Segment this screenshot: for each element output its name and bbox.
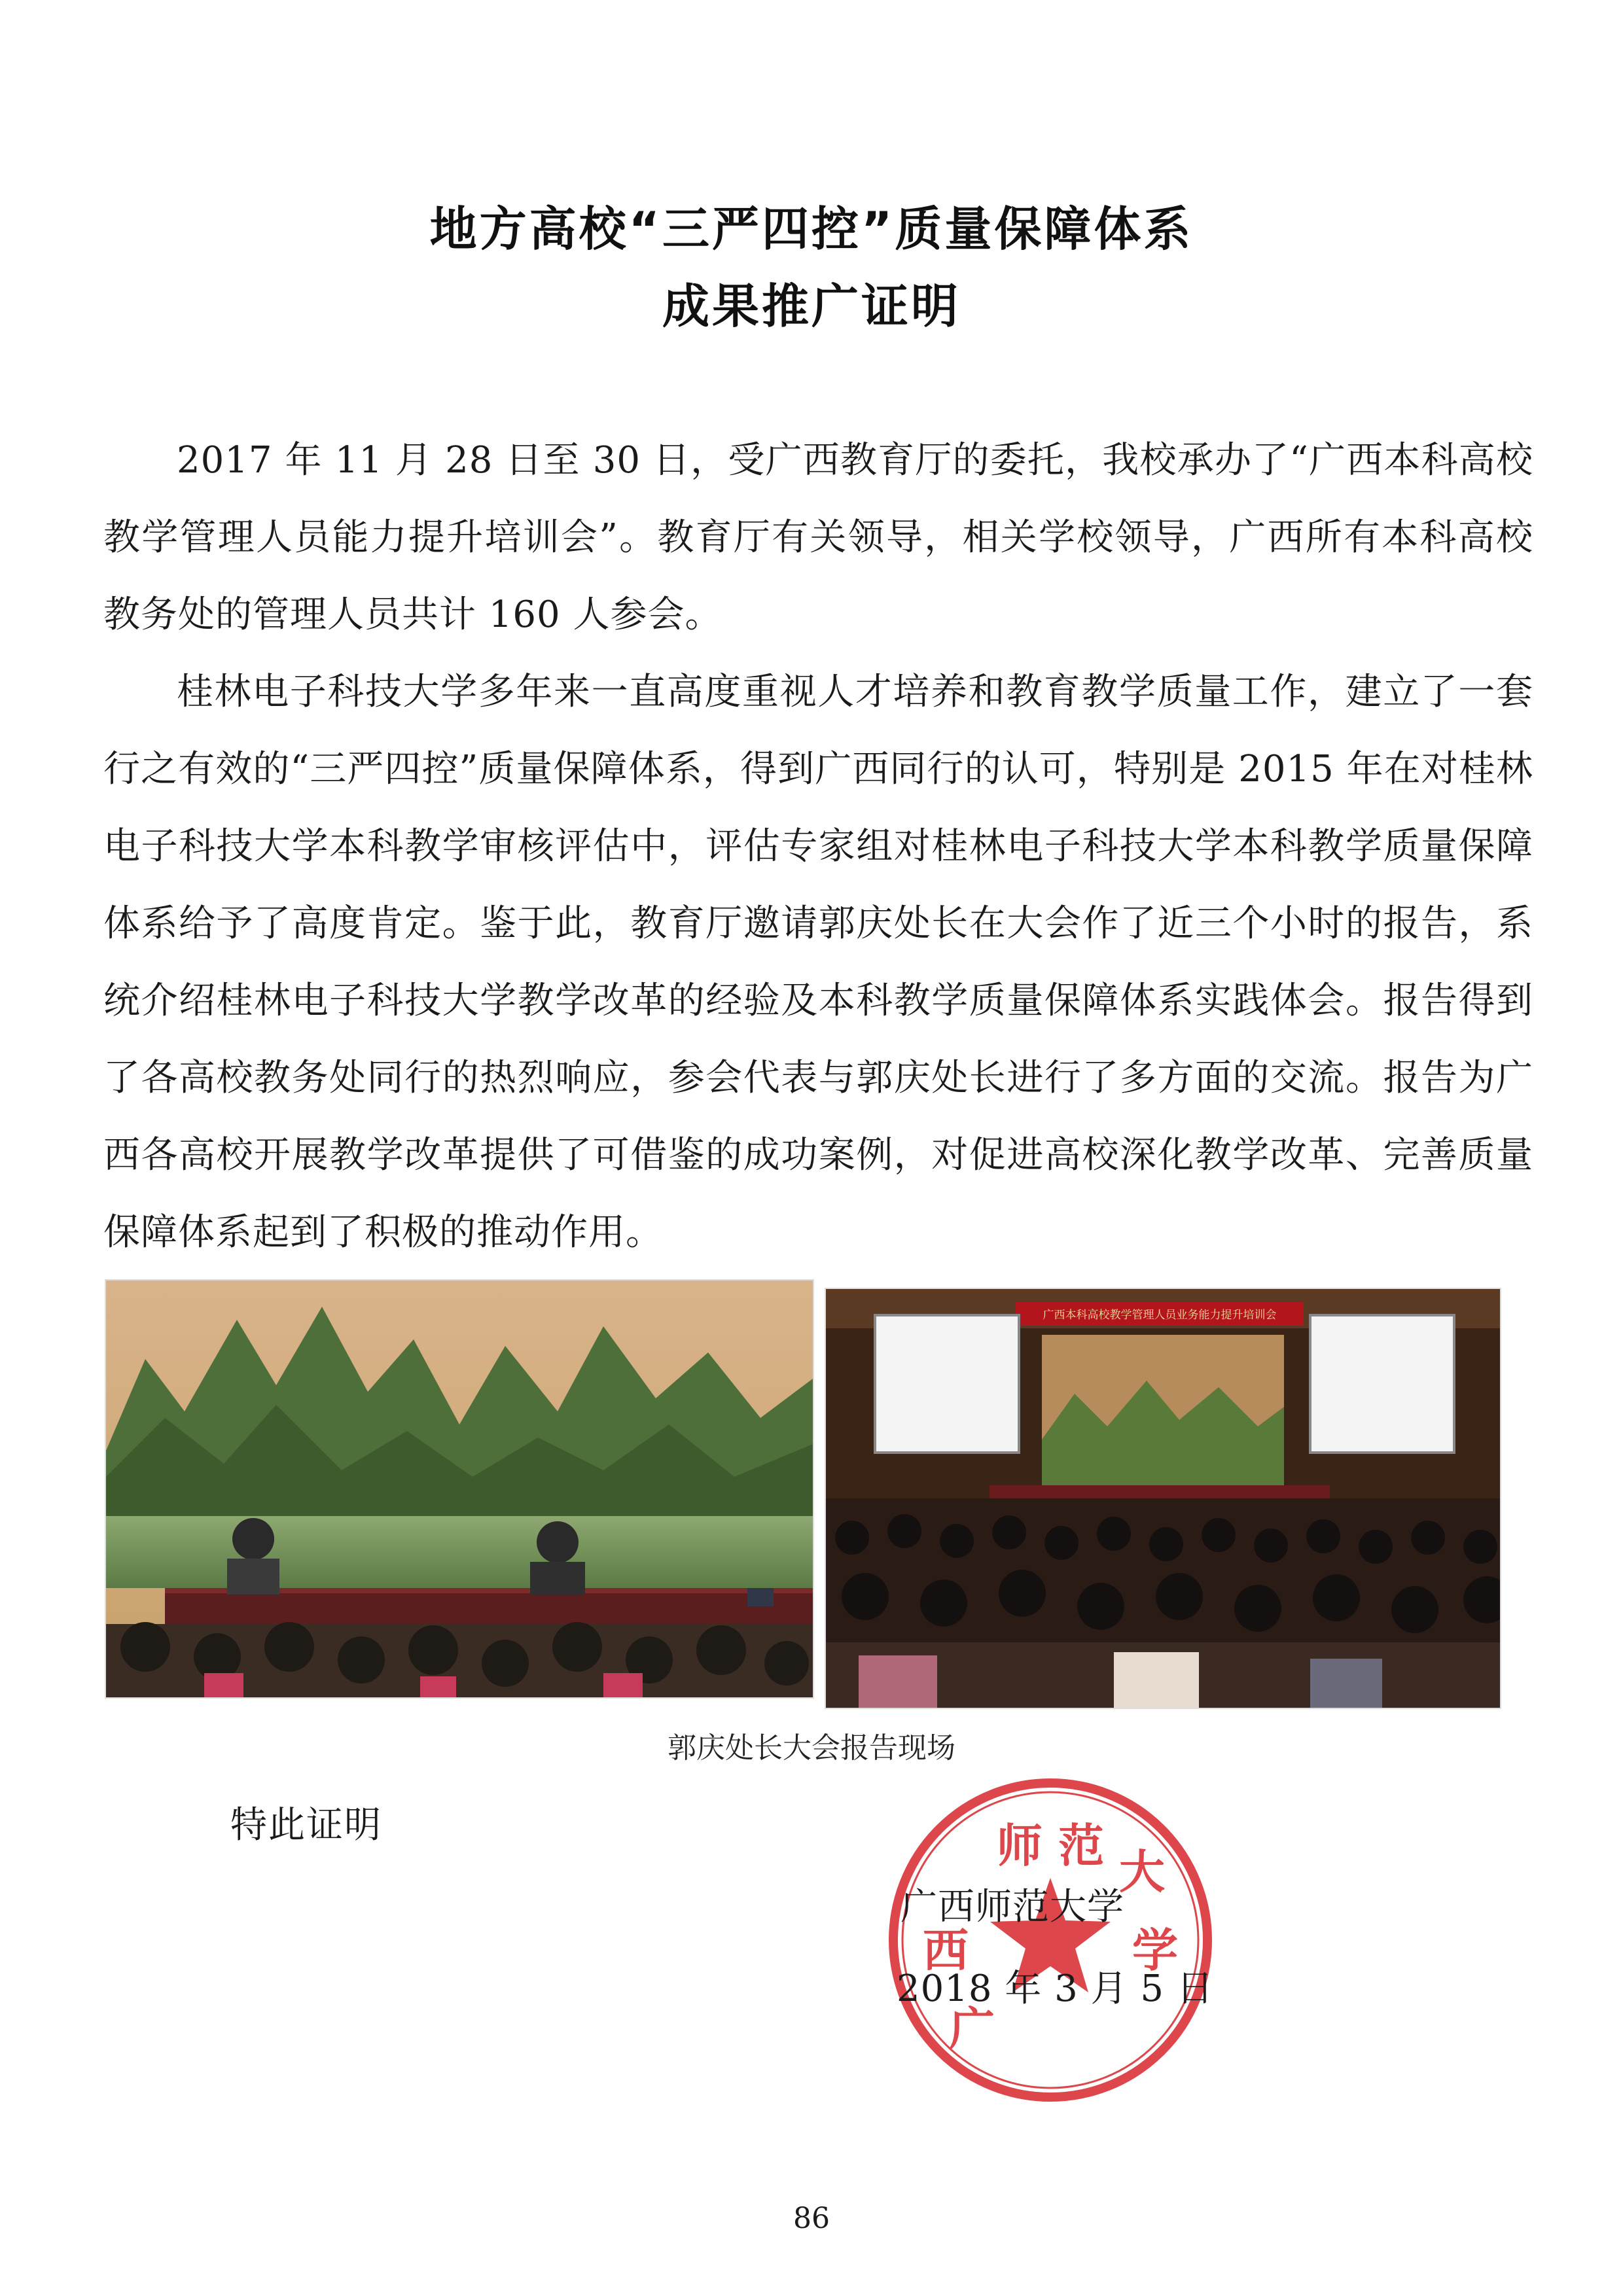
photo-caption: 郭庆处长大会报告现场	[668, 1731, 955, 1765]
signing-date: 2018 年 3 月 5 日	[897, 1968, 1214, 2010]
document-title: 地方高校“三严四控”质量保障体系	[429, 202, 1194, 256]
photo-illustration-auditorium	[826, 1289, 1500, 1708]
closing-statement: 特此证明	[230, 1804, 382, 1846]
paragraph-2: 桂林电子科技大学多年来一直高度重视人才培养和教育教学质量工作，建立了一套行之有效的“三严四控”质量保障体系，得到广西同行的认可，特别是 2015 年在对桂林电子科技大学本科教学审核评估中，评估专家组对桂林电子科技大学本科教学质量保障体系给予了高度肯定。鉴于此，教育厅邀请郭庆处长在大会作了近三个小时的报告，系统介绍桂林电子科技大学教学改革的经验及本科教学质量保障体系实践体会。报告得到了各高校教务处同行的热烈响应，参会代表与郭庆处长进行了多方面的交流。报告为广西各高校开展教学改革提供了可借鉴的成功案例，对促进高校深化教学改革、完善质量保障体系起到了积极的推动作用。	[103, 671, 1533, 1254]
conference-photo-speakers	[105, 1279, 814, 1699]
svg-text:大: 大	[1119, 1845, 1165, 1899]
svg-text:西: 西	[923, 1924, 969, 1977]
document-body	[103, 422, 1533, 1271]
svg-text:学: 学	[1132, 1924, 1178, 1977]
official-seal	[880, 1770, 1221, 2110]
svg-text:广: 广	[949, 2002, 995, 2056]
conference-photo-auditorium	[825, 1288, 1501, 1709]
document-subtitle: 成果推广证明	[662, 279, 961, 334]
stage-banner-text: 广西本科高校教学管理人员业务能力提升培训会	[1043, 1309, 1277, 1322]
paragraph-1: 2017 年 11 月 28 日至 30 日，受广西教育厅的委托，我校承办了“广西本科高校教学管理人员能力提升培训会”。教育厅有关领导，相关学校领导，广西所有本科高校教务处的管理人员共计 160 人参会。	[103, 439, 1533, 636]
page-number: 86	[793, 2202, 830, 2235]
photo-illustration	[106, 1280, 813, 1697]
svg-text:师 范: 师 范	[996, 1819, 1105, 1873]
signing-organization: 广西师范大学	[901, 1886, 1124, 1928]
